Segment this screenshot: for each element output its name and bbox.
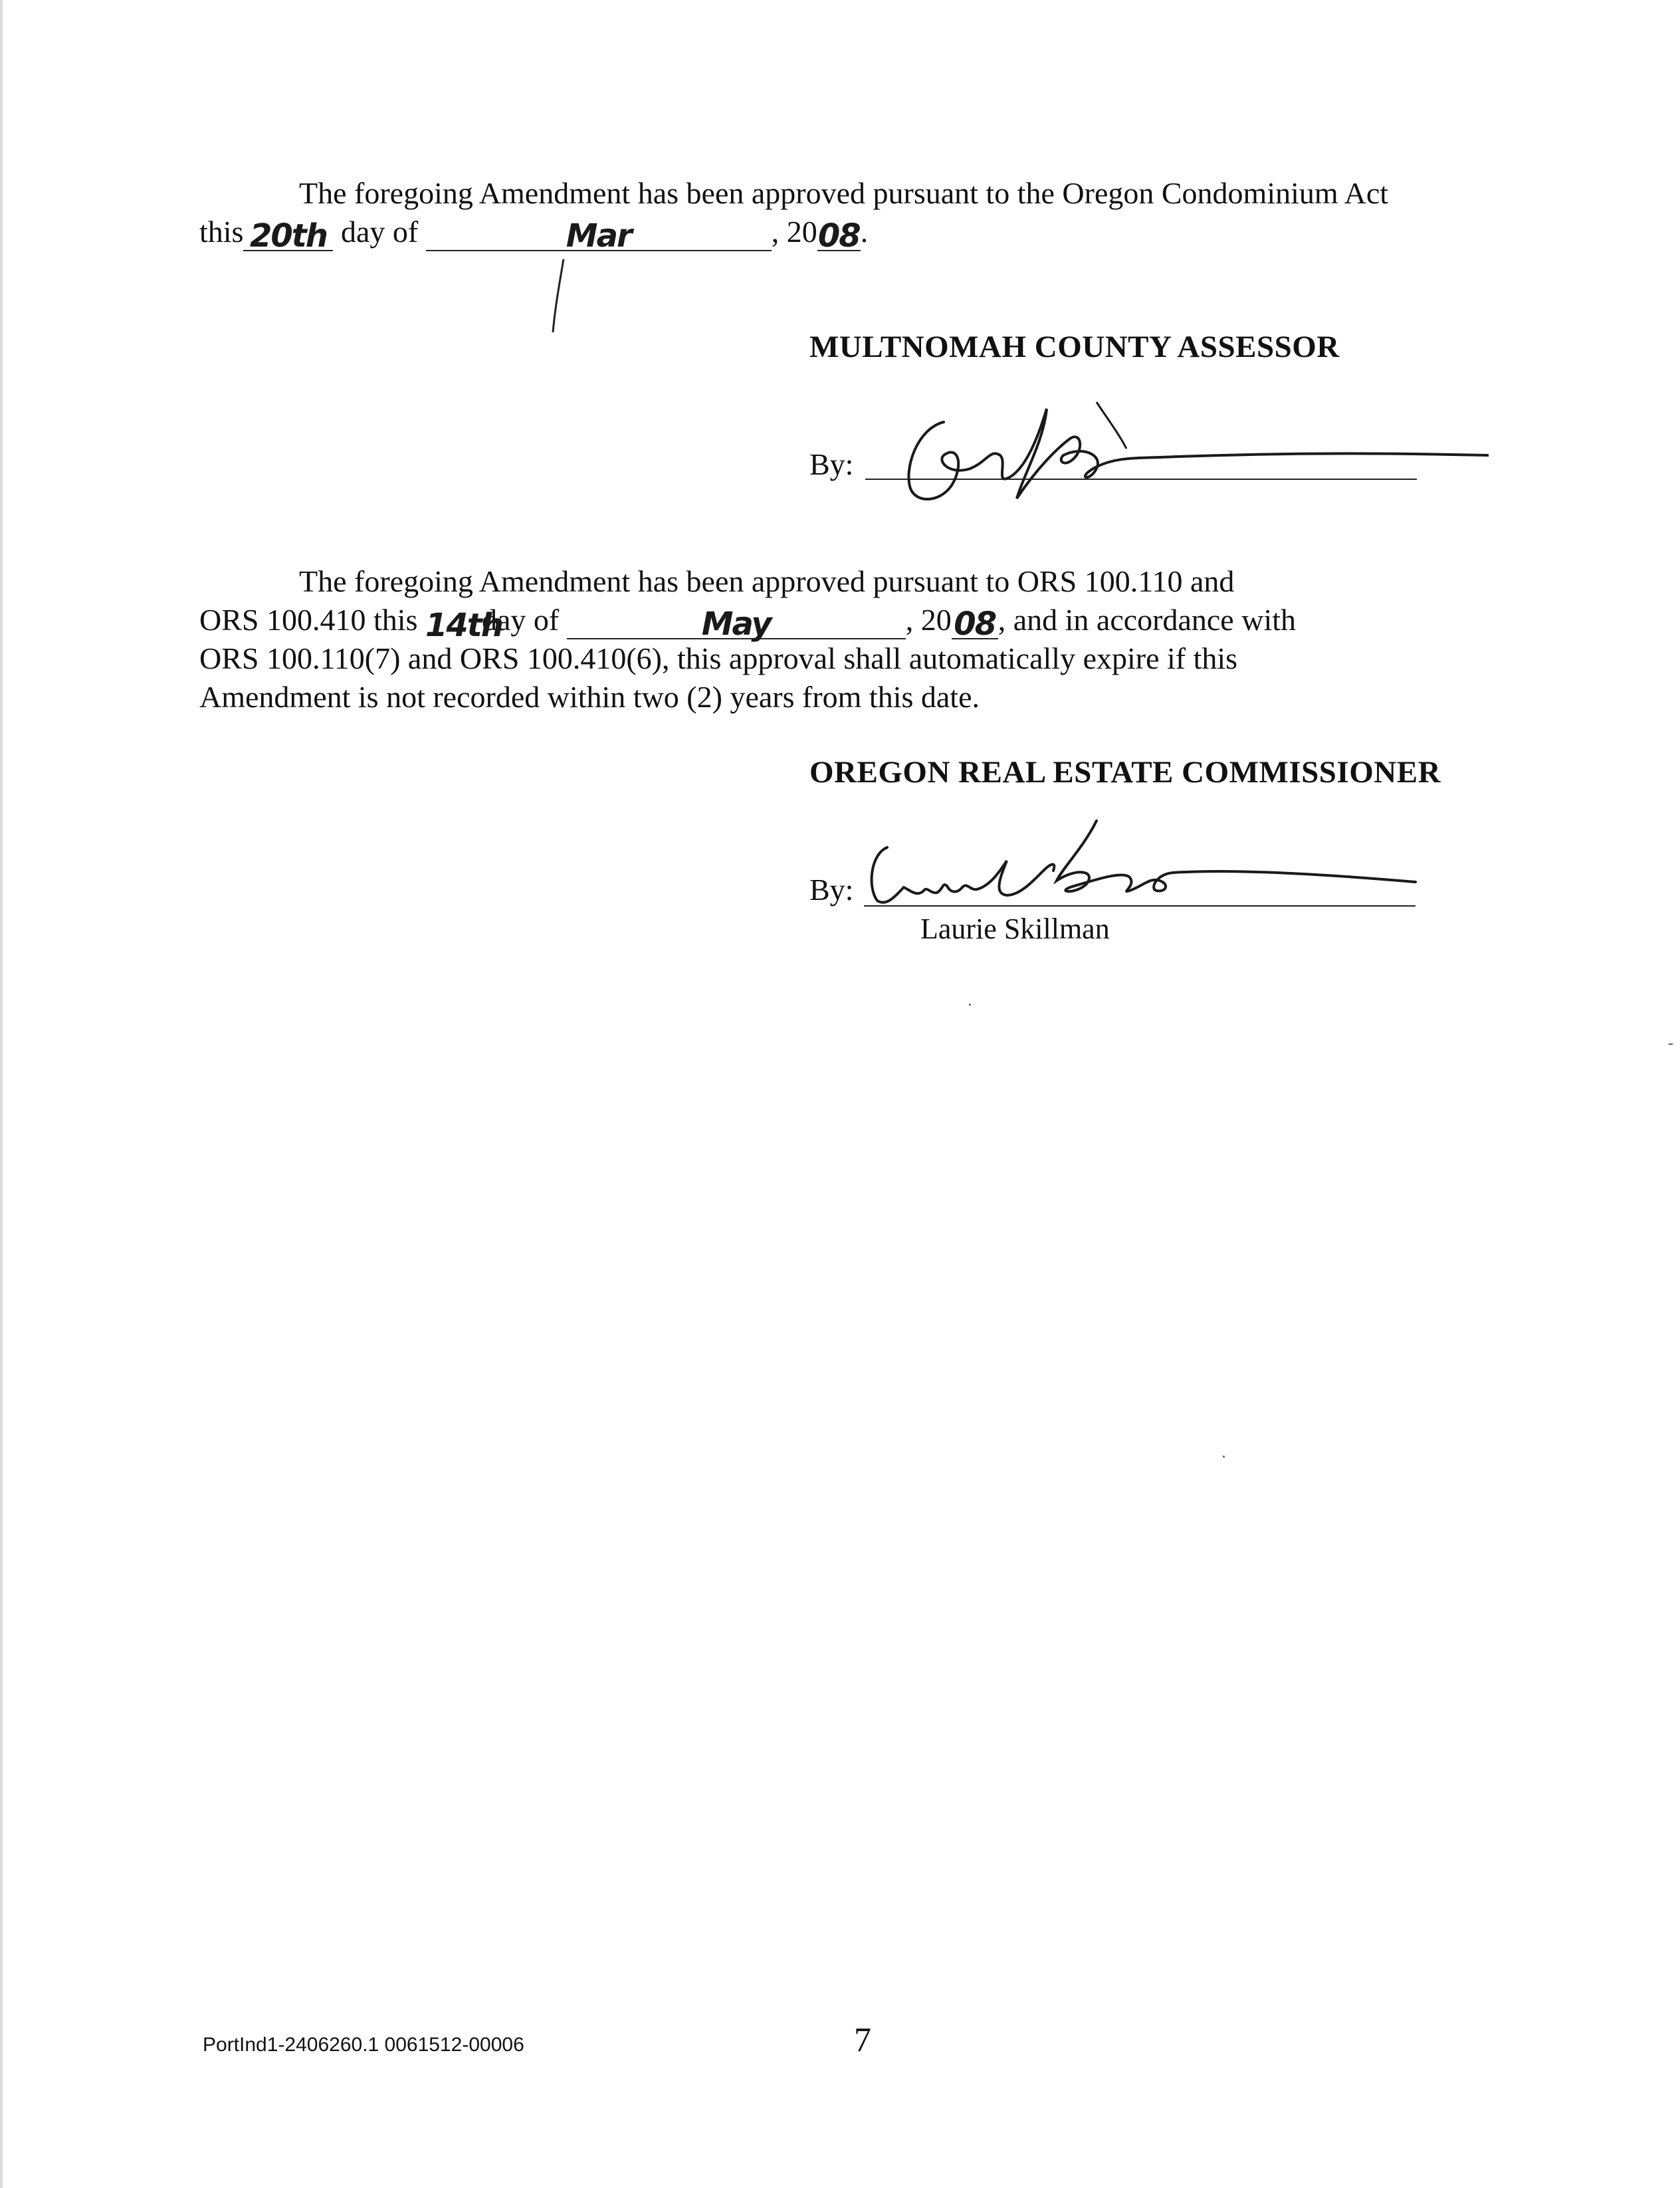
this-label: this bbox=[199, 215, 244, 249]
commissioner-day-handwriting: 14th bbox=[425, 607, 502, 644]
commissioner-approval-line3: ORS 100.110(7) and ORS 100.410(6), this approval shall automatically expire if this bbox=[199, 641, 1238, 675]
commissioner-month-handwriting: May bbox=[701, 605, 771, 643]
commissioner-line2-a: ORS 100.410 this bbox=[199, 603, 418, 637]
scan-speck bbox=[1223, 1456, 1225, 1458]
commissioner-year-handwriting: 08 bbox=[954, 605, 996, 643]
commissioner-approval-line1: The foregoing Amendment has been approved pursuant to ORS 100.110 and bbox=[299, 564, 1235, 598]
assessor-approval-line1: The foregoing Amendment has been approved pursuant to the Oregon Condominium Act bbox=[299, 176, 1389, 210]
scan-speck bbox=[969, 1004, 971, 1006]
commissioner-signature bbox=[857, 808, 1429, 921]
assessor-signature bbox=[864, 382, 1489, 528]
footer-document-id: PortInd1-2406260.1 0061512-00006 bbox=[203, 2034, 524, 2056]
commissioner-approval-paragraph bbox=[199, 562, 1517, 716]
commissioner-year-field bbox=[952, 605, 998, 643]
commissioner-line2-d: , and in accordance with bbox=[998, 603, 1297, 637]
assessor-approval-paragraph bbox=[199, 174, 1517, 255]
assessor-day-field bbox=[243, 217, 333, 255]
day-of-label: day of bbox=[340, 215, 419, 249]
scan-speck bbox=[1668, 1043, 1673, 1045]
page-number: 7 bbox=[854, 2021, 871, 2059]
year-suffix: . bbox=[860, 215, 869, 249]
commissioner-approval-line4: Amendment is not recorded within two (2) years from this date. bbox=[199, 680, 980, 714]
scan-edge bbox=[0, 0, 3, 2188]
commissioner-heading: OREGON REAL ESTATE COMMISSIONER bbox=[809, 755, 1441, 790]
commissioner-line2-b: day of bbox=[481, 603, 560, 637]
assessor-day-handwriting: 20th bbox=[250, 217, 327, 255]
assessor-heading: MULTNOMAH COUNTY ASSESSOR bbox=[809, 330, 1340, 364]
signer-name: Laurie Skillman bbox=[920, 913, 1110, 945]
commissioner-by-label: By: bbox=[809, 873, 854, 907]
assessor-month-field bbox=[426, 217, 772, 255]
assessor-year-handwriting: 08 bbox=[817, 217, 860, 255]
commissioner-day-field bbox=[425, 606, 502, 644]
year-prefix: , 20 bbox=[771, 215, 817, 249]
commissioner-month-field bbox=[567, 605, 906, 643]
assessor-by-label: By: bbox=[809, 447, 854, 481]
handwritten-stroke bbox=[545, 256, 572, 336]
assessor-year-field bbox=[817, 217, 861, 255]
assessor-month-handwriting: Mar bbox=[566, 217, 631, 255]
commissioner-line2-c: , 20 bbox=[905, 603, 952, 637]
